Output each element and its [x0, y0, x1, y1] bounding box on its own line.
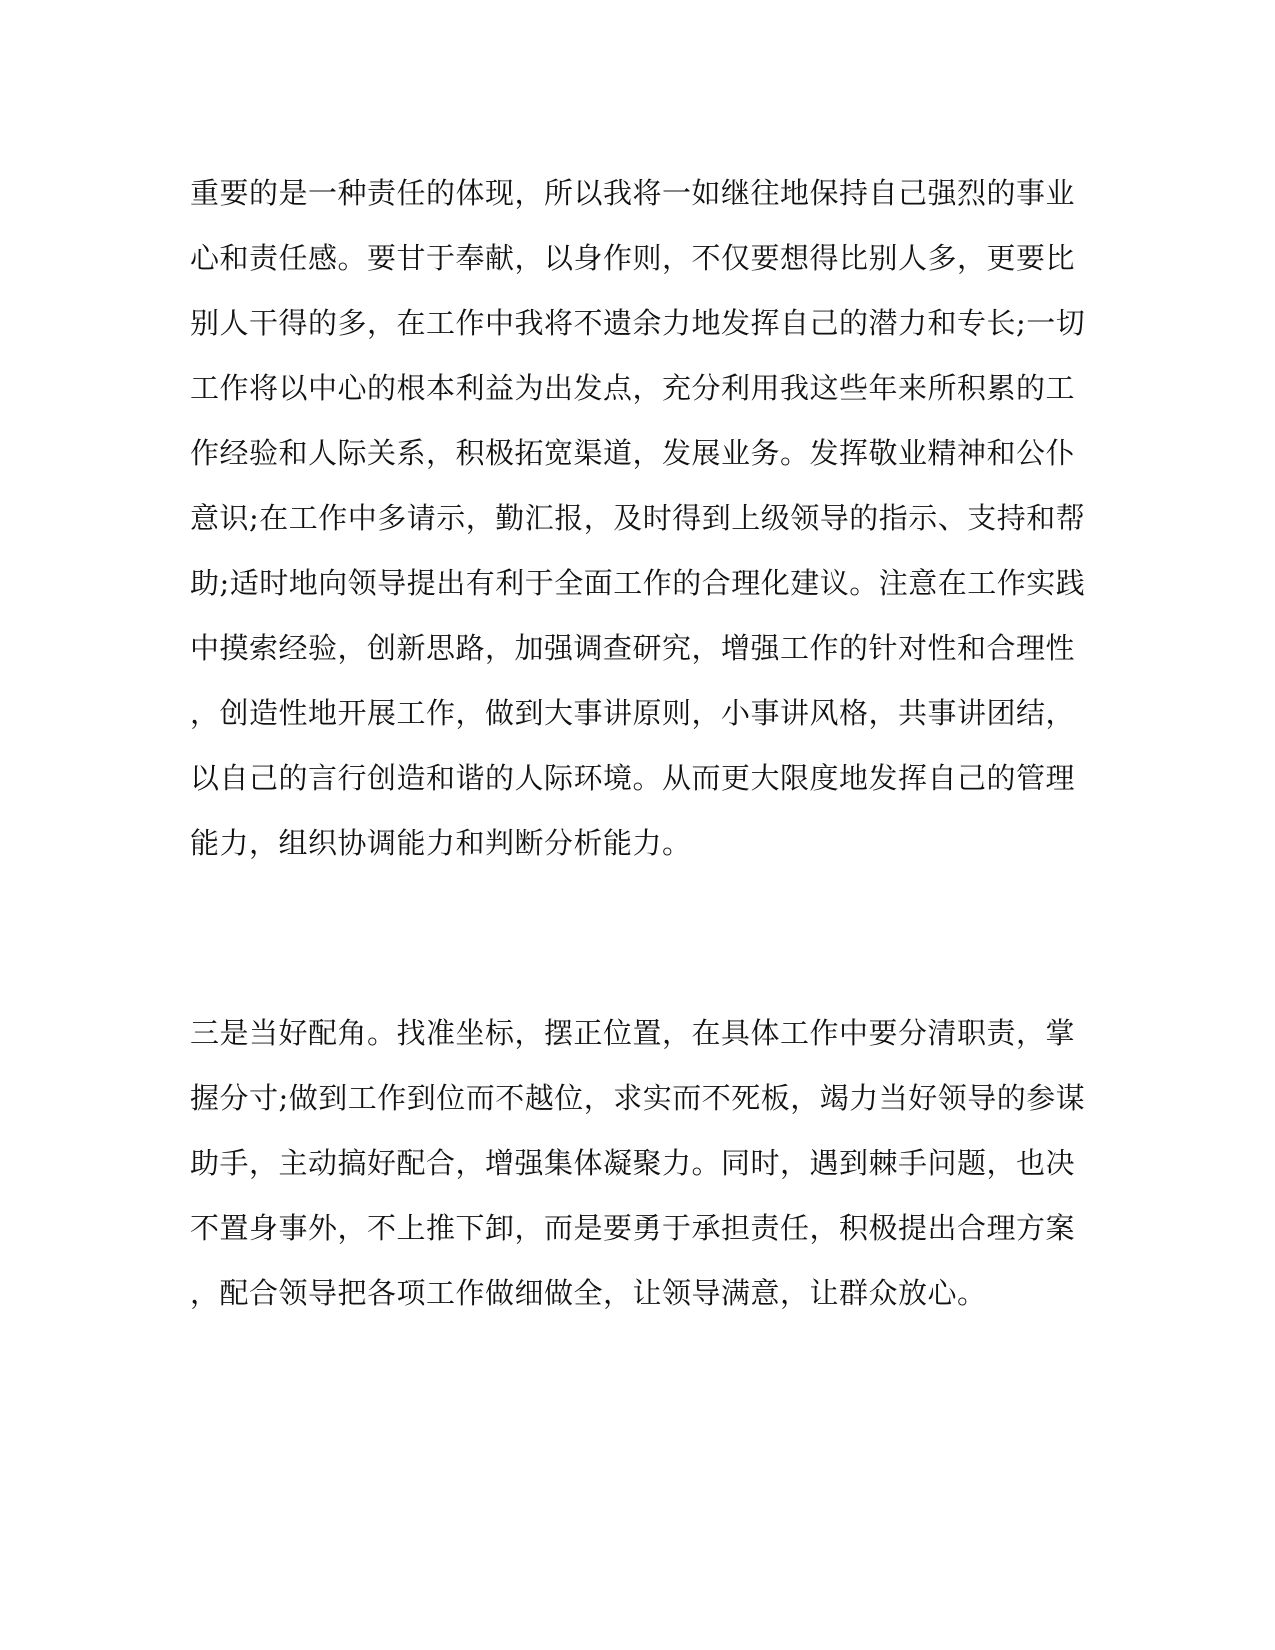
- text-line: 工作将以中心的根本利益为出发点，充分利用我这些年来所积累的工: [190, 371, 1076, 405]
- paragraph-responsibility: [190, 170, 1090, 885]
- text-line: 三是当好配角。找准坐标，摆正位置，在具体工作中要分清职责，掌: [190, 1016, 1076, 1050]
- paragraph-supporting-role: [190, 1010, 1090, 1335]
- text-line: 助手，主动搞好配合，增强集体凝聚力。同时，遇到棘手问题，也决: [190, 1146, 1076, 1180]
- text-line: 助;适时地向领导提出有利于全面工作的合理化建议。注意在工作实践: [190, 566, 1086, 600]
- text-line: 以自己的言行创造和谐的人际环境。从而更大限度地发挥自己的管理: [190, 761, 1076, 795]
- text-line: 心和责任感。要甘于奉献，以身作则，不仅要想得比别人多，更要比: [190, 241, 1076, 275]
- text-line: 作经验和人际关系，积极拓宽渠道，发展业务。发挥敬业精神和公仆: [190, 436, 1076, 470]
- text-line: 意识;在工作中多请示，勤汇报，及时得到上级领导的指示、支持和帮: [190, 501, 1086, 535]
- text-line: 中摸索经验，创新思路，加强调查研究，增强工作的针对性和合理性: [190, 631, 1076, 665]
- text-line: 重要的是一种责任的体现，所以我将一如继往地保持自己强烈的事业: [190, 176, 1076, 210]
- text-line: 不置身事外，不上推下卸，而是要勇于承担责任，积极提出合理方案: [190, 1211, 1076, 1245]
- text-line: 握分寸;做到工作到位而不越位，求实而不死板，竭力当好领导的参谋: [190, 1081, 1086, 1115]
- text-line: ，配合领导把各项工作做细做全，让领导满意，让群众放心。: [190, 1276, 987, 1310]
- text-line: 别人干得的多，在工作中我将不遗余力地发挥自己的潜力和专长;一切: [190, 306, 1086, 340]
- text-line: ，创造性地开展工作，做到大事讲原则，小事讲风格，共事讲团结，: [190, 696, 1076, 730]
- text-line: 能力，组织协调能力和判断分析能力。: [190, 826, 692, 860]
